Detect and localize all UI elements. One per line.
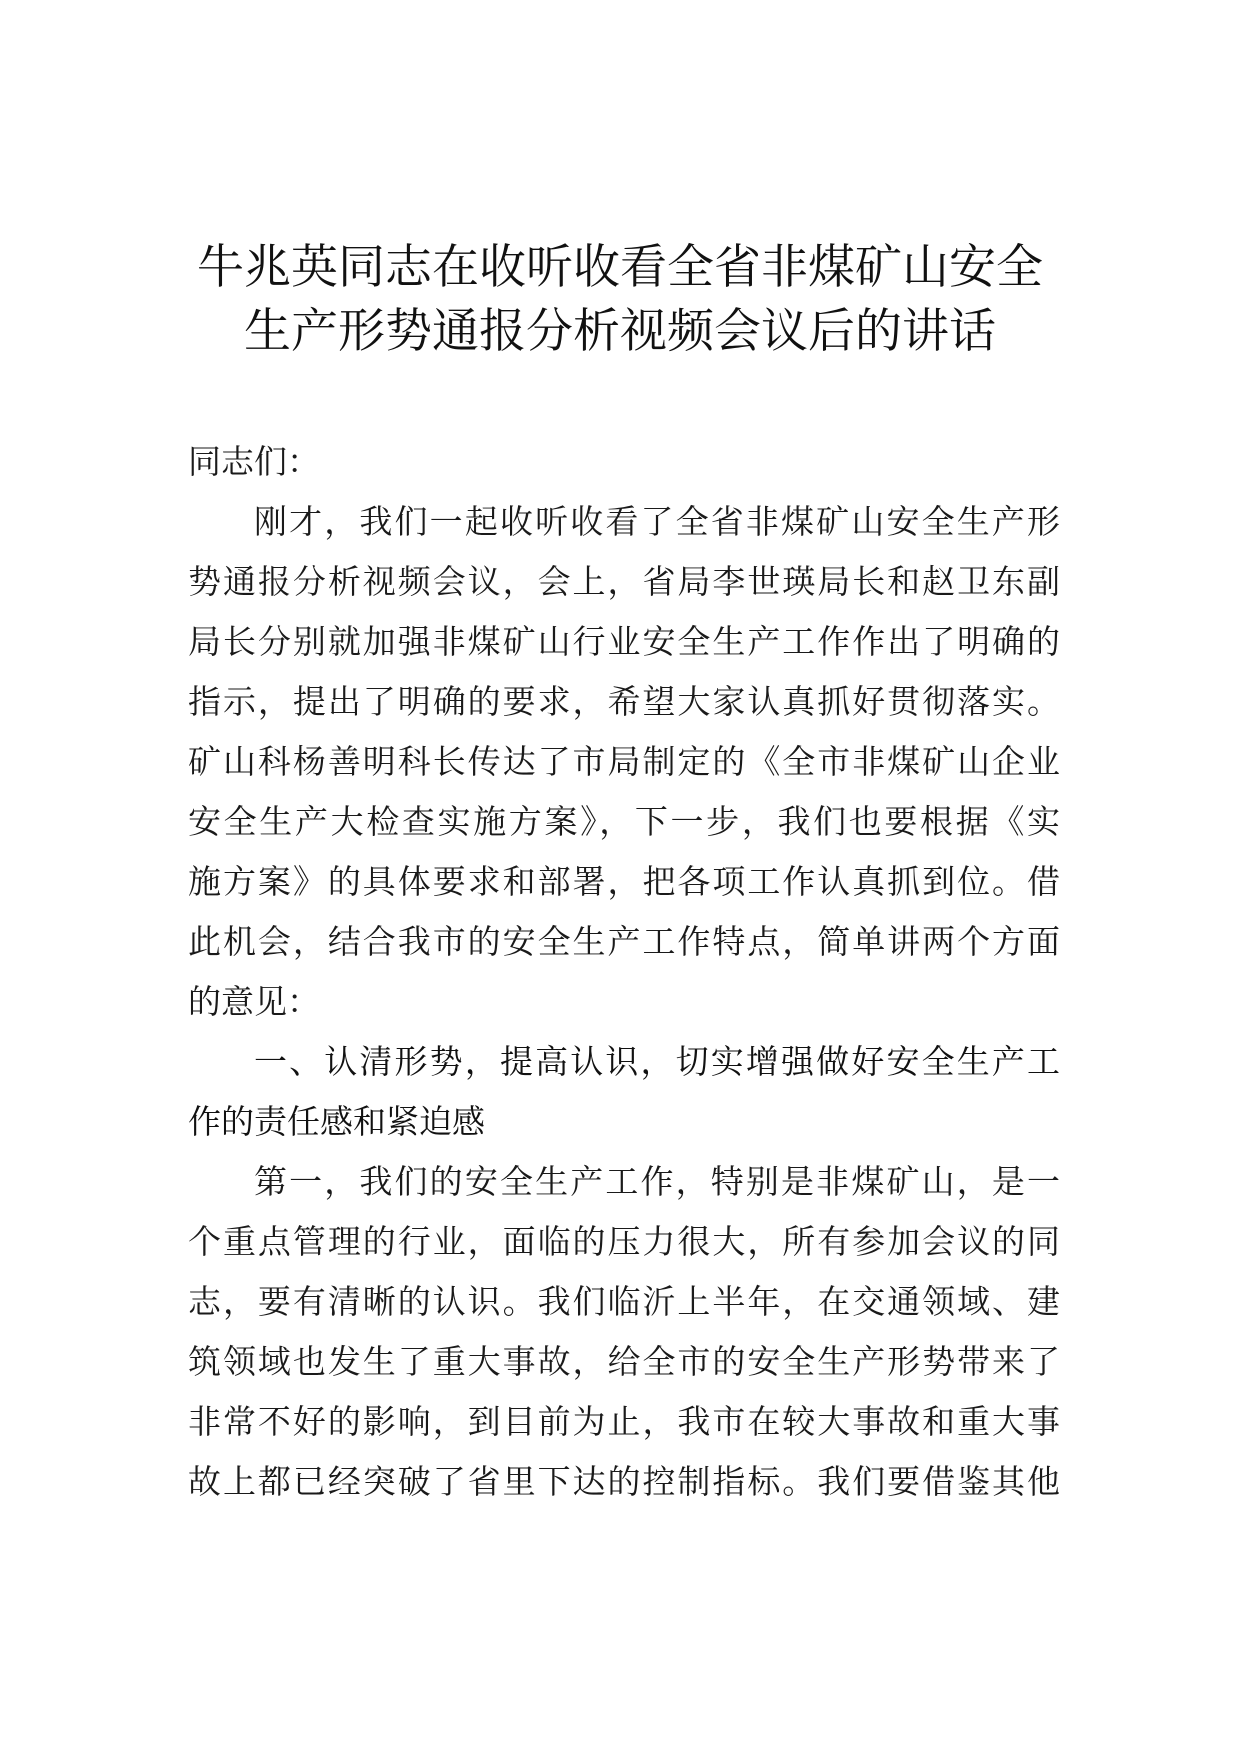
paragraph-line: 非常不好的影响，到目前为止，我市在较大事故和重大事: [188, 1402, 1060, 1441]
paragraph-line: 局长分别就加强非煤矿山行业安全生产工作作出了明确的: [188, 622, 1060, 661]
section-heading-line: 一、认清形势，提高认识，切实增强做好安全生产工: [254, 1042, 1060, 1081]
paragraph-line: 的意见：: [188, 982, 320, 1021]
title-line: 生产形势通报分析视频会议后的讲话: [244, 304, 996, 359]
paragraph-line: 筑领域也发生了重大事故，给全市的安全生产形势带来了: [188, 1342, 1060, 1381]
paragraph-1: [188, 492, 1060, 1032]
paragraph-line: 志，要有清晰的认识。我们临沂上半年，在交通领域、建: [188, 1282, 1060, 1321]
paragraph-line: 施方案》的具体要求和部署，把各项工作认真抓到位。借: [188, 862, 1060, 901]
paragraph-line: 个重点管理的行业，面临的压力很大，所有参加会议的同: [188, 1222, 1060, 1261]
paragraph-line: 第一，我们的安全生产工作，特别是非煤矿山，是一: [254, 1162, 1060, 1201]
paragraph-line: 此机会，结合我市的安全生产工作特点，简单讲两个方面: [188, 922, 1060, 961]
document-title: [120, 236, 1120, 364]
paragraph-2: [188, 1152, 1060, 1512]
paragraph-line: 刚才，我们一起收听收看了全省非煤矿山安全生产形: [254, 502, 1060, 541]
title-line: 牛兆英同志在收听收看全省非煤矿山安全: [197, 240, 1043, 295]
paragraph-line: 安全生产大检查实施方案》，下一步，我们也要根据《实: [188, 802, 1060, 841]
section-heading-line: 作的责任感和紧迫感: [188, 1102, 485, 1141]
paragraph-line: 故上都已经突破了省里下达的控制指标。我们要借鉴其他: [188, 1462, 1060, 1501]
paragraph-line: 势通报分析视频会议，会上，省局李世瑛局长和赵卫东副: [188, 562, 1060, 601]
paragraph-line: 矿山科杨善明科长传达了市局制定的《全市非煤矿山企业: [188, 742, 1060, 781]
section-heading-1: [188, 1032, 1060, 1152]
salutation: 同志们：: [188, 442, 320, 481]
document-body: [188, 432, 1060, 1512]
paragraph-line: 指示，提出了明确的要求，希望大家认真抓好贯彻落实。: [188, 682, 1060, 721]
